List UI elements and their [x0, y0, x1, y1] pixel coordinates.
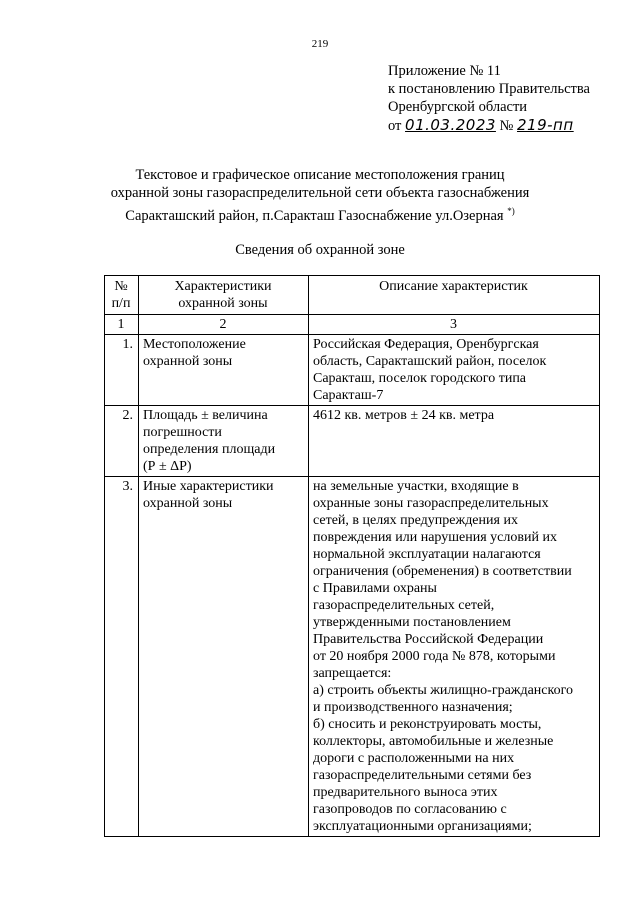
header-num: № п/п	[105, 276, 139, 315]
row-description: 4612 кв. метров ± 24 кв. метра	[309, 406, 600, 477]
column-number: 1	[105, 315, 139, 335]
appendix-line-3: Оренбургской области	[388, 99, 528, 115]
row-number: 1.	[105, 335, 139, 406]
appendix-line-2: к постановлению Правительства	[388, 81, 590, 97]
column-number: 2	[139, 315, 309, 335]
appendix-line-1: Приложение № 11	[388, 63, 501, 79]
appendix-block	[388, 62, 590, 135]
row-number: 3.	[105, 477, 139, 837]
footnote-mark: *)	[507, 206, 515, 216]
title-line-3	[0, 202, 640, 225]
handwritten-number: 219-пп	[517, 116, 574, 134]
title-line-2: охранной зоны газораспределительной сети объекта газоснабжения	[110, 185, 530, 201]
handwritten-date: 01.03.2023	[405, 116, 496, 134]
appendix-date-line	[388, 116, 590, 135]
number-prefix: №	[499, 118, 514, 134]
row-characteristic: Местоположение охранной зоны	[139, 335, 309, 406]
row-number: 2.	[105, 406, 139, 477]
section-subtitle: Сведения об охранной зоне	[235, 242, 405, 258]
column-number-row	[105, 315, 600, 335]
header-description: Описание характеристик	[309, 276, 600, 315]
table-row-3	[105, 477, 600, 837]
zone-info-table	[104, 275, 600, 837]
table-row-1	[105, 335, 600, 406]
row-description: Российская Федерация, Оренбургская область, Саракташский район, поселок Саракташ, поселок городского типа Саракташ-7	[309, 335, 600, 406]
row-characteristic: Иные характеристики охранной зоны	[139, 477, 309, 837]
table-header-row	[105, 276, 600, 315]
title-line-3-text: Саракташский район, п.Саракташ Газоснабжение ул.Озерная	[125, 207, 504, 224]
header-characteristics: Характеристики охранной зоны	[139, 276, 309, 315]
table-row-2	[105, 406, 600, 477]
document-title	[0, 166, 640, 225]
row-characteristic: Площадь ± величина погрешности определения площади (Р ± ΔР)	[139, 406, 309, 477]
column-number: 3	[309, 315, 600, 335]
page-number: 219	[311, 38, 329, 50]
row-description: на земельные участки, входящие в охранные зоны газораспределительных сетей, в целях предупреждения их повреждения или нарушения условий их нормальной эксплуатации налагаются ограничения (обременения) в соответствии с Правилами охраны газораспределительных сетей, утвержденными постановлением Правительства Российской Федерации от 20 ноября 2000 года № 878, которыми запрещается: а) строить объекты жилищно-гражданского и производственного назначения; б) сносить и реконструировать мосты, коллекторы, автомобильные и железные дороги с расположенными на них газораспределительными сетями без предварительного выноса этих газопроводов по согласованию с эксплуатационными организациями;	[309, 477, 600, 837]
date-prefix: от	[388, 118, 402, 134]
title-line-1: Текстовое и графическое описание местоположения границ	[135, 167, 505, 183]
